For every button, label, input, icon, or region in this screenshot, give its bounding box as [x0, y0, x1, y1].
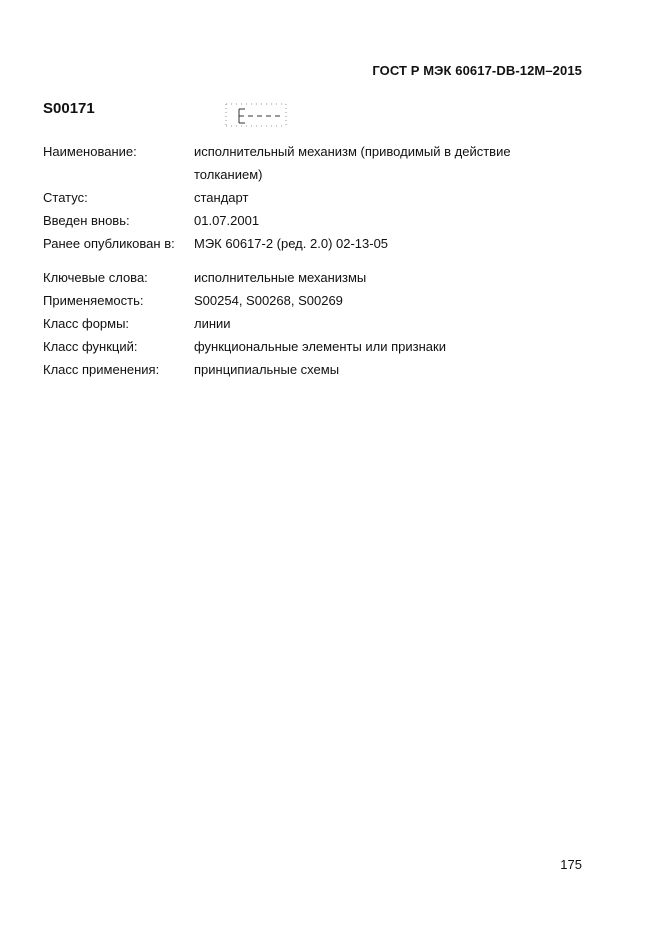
field-row-shape-class [43, 312, 583, 335]
field-row-application-class [43, 358, 583, 381]
field-row-function-class [43, 335, 583, 358]
field-label: Наименование: [43, 144, 137, 159]
field-row-name [43, 140, 583, 186]
field-label: Применяемость: [43, 293, 144, 308]
field-label: Введен вновь: [43, 213, 130, 228]
field-value: функциональные элементы или признаки [194, 339, 446, 354]
field-row-applicability [43, 289, 583, 312]
symbol-id: S00171 [43, 100, 95, 117]
field-value: исполнительный механизм (приводимый в действие толканием) [194, 144, 511, 182]
page-number: 175 [560, 857, 582, 872]
symbol-fields [43, 140, 583, 381]
field-value: МЭК 60617-2 (ред. 2.0) 02-13-05 [194, 236, 389, 251]
field-row-keywords [43, 266, 583, 289]
field-value: 01.07.2001 [194, 213, 260, 228]
page-header-standard: ГОСТ Р МЭК 60617-DB-12M–2015 [372, 63, 582, 78]
field-value: стандарт [194, 190, 249, 205]
field-value: исполнительные механизмы [194, 270, 367, 285]
field-value: принципиальные схемы [194, 362, 340, 377]
field-value: S00254, S00268, S00269 [194, 293, 343, 308]
field-value: линии [194, 316, 231, 331]
field-row-status [43, 186, 583, 209]
pusher-actuator-symbol-icon [224, 102, 290, 128]
field-row-previously-published [43, 232, 583, 255]
field-row-introduced [43, 209, 583, 232]
field-label: Ключевые слова: [43, 270, 148, 285]
field-label: Ранее опубликован в: [43, 236, 175, 251]
field-label: Статус: [43, 190, 88, 205]
field-label: Класс формы: [43, 316, 130, 331]
field-label: Класс применения: [43, 362, 160, 377]
field-label: Класс функций: [43, 339, 138, 354]
